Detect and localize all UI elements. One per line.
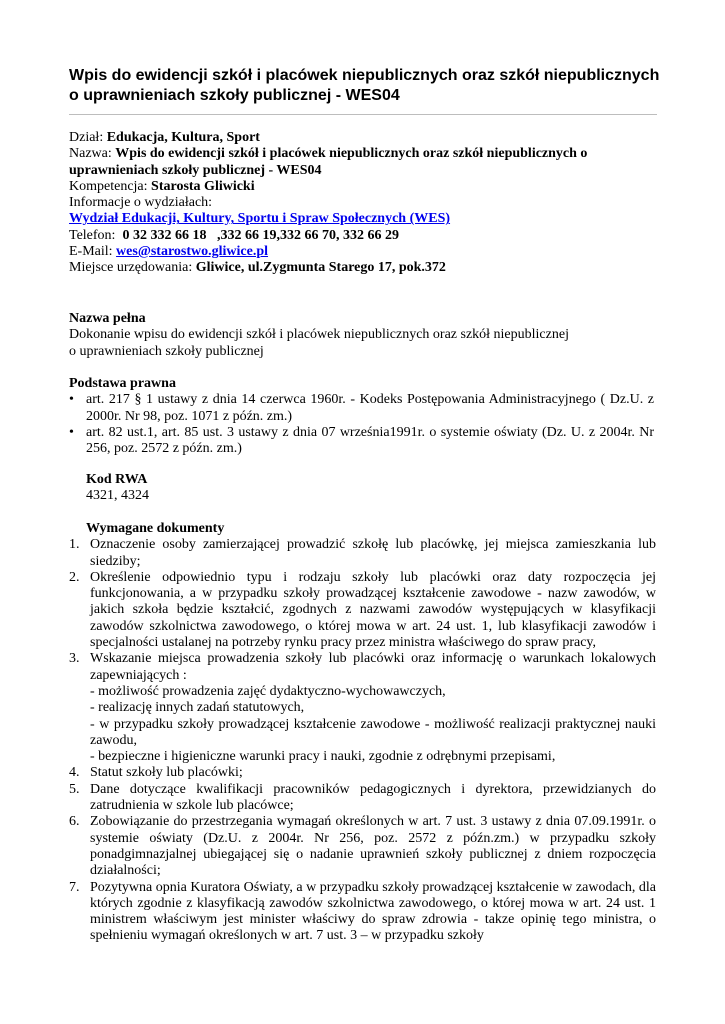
list-item-number: 6.: [69, 814, 80, 830]
miejsce-label: Miejsce urzędowania:: [69, 260, 196, 276]
list-item-number: 3.: [69, 651, 80, 667]
list-item: [69, 880, 656, 945]
list-item: [69, 537, 656, 570]
nazwa-pelna-line-2: o uprawnieniach szkoły publicznej: [69, 343, 264, 359]
list-item: • art. 217 § 1 ustawy z dnia 14 czerwca 1960r. - Kodeks Postępowania Administracyjnego ( Dz.U. z 2000r. Nr 98, poz. 1071 z późn. zm.): [69, 392, 654, 425]
nazwa-value: Wpis do ewidencji szkół i placówek niepublicznych oraz szkół niepublicznych o: [115, 146, 588, 162]
list-item-number: 1.: [69, 537, 80, 553]
podstawa-heading: Podstawa prawna: [69, 376, 176, 391]
list-item-text: Wskazanie miejsca prowadzenia szkoły lub placówki oraz informację o warunkach lokalowych zapewniających :: [90, 651, 656, 683]
list-item-number: 5.: [69, 781, 80, 797]
nazwa-row: [69, 146, 669, 162]
email-row: [69, 244, 669, 260]
list-item-number: 4.: [69, 765, 80, 781]
nazwa-pelna-section: [69, 311, 669, 360]
wymagane-list: [69, 537, 669, 944]
title-line-1: Wpis do ewidencji szkół i placówek niepublicznych oraz szkół niepublicznych: [69, 67, 660, 84]
kod-rwa-heading: Kod RWA: [86, 472, 148, 487]
dzial-row: [69, 130, 669, 146]
list-item-text: - realizację innych zadań statutowych,: [90, 700, 305, 716]
list-item: [69, 570, 656, 651]
podstawa-section: [69, 376, 669, 457]
kompetencja-label: Kompetencja:: [69, 178, 152, 194]
nazwa-row-cont: [69, 163, 669, 179]
telefon-label: Telefon:: [69, 227, 119, 243]
list-item-number: 2.: [69, 569, 80, 585]
list-item-text: Oznaczenie osoby zamierzającej prowadzić szkołę lub placówkę, jej miejsca zamieszkania lub siedziby;: [90, 537, 656, 569]
nazwa-pelna-heading: Nazwa pełna: [69, 311, 146, 326]
kod-rwa-section: [69, 472, 686, 505]
podstawa-list: [69, 392, 669, 457]
list-item-text: - w przypadku szkoły prowadzącej kształcenie zawodowe - możliwość realizacji praktycznej nauki zawodu,: [90, 716, 656, 748]
list-item-text: Statut szkoły lub placówki;: [90, 765, 243, 781]
miejsce-value: Gliwice, ul.Zygmunta Starego 17, pok.372: [195, 260, 446, 276]
title-line-2: o uprawnieniach szkoły publicznej - WES04: [69, 87, 400, 104]
kompetencja-row: [69, 179, 669, 195]
kompetencja-value: Starosta Gliwicki: [151, 178, 255, 194]
info-block: [69, 130, 669, 277]
telefon-value: 0 32 332 66 18 ,332 66 19,332 66 70, 332 66 29: [118, 227, 399, 243]
miejsce-row: [69, 260, 669, 276]
email-link[interactable]: wes@starostwo.gliwice.pl: [116, 244, 269, 260]
list-item-text: Zobowiązanie do przestrzegania wymagań określonych w art. 7 ust. 3 ustawy z dnia 07.09.1991r. o systemie oświaty (Dz.U. z 2004r. Nr 256, poz. 2572 z późn.zm.) w przypadku szkoły ponadgimnazjalnej ubiegającej się o nadanie uprawnień szkoły publicznej z dniem rozpoczęcia działalności;: [90, 814, 656, 879]
list-item-text: Pozytywna opnia Kuratora Oświaty, a w przypadku szkoły prowadzącej kształcenie w zawodach, dla których zgodnie z klasyfikacją zawodów szkolnictwa zawodowego, o której mowa w art. 24 ust. 1 ministrem właściwym jest minister właściwy do spraw zdrowia - takze opinię tego ministra, o spełnieniu wymagań określonych w art. 7 ust. 3 – w przypadku szkoły: [90, 879, 656, 944]
informacje-label: Informacje o wydziałach:: [69, 195, 213, 211]
kod-rwa-value: 4321, 4324: [86, 488, 149, 504]
dzial-value: Edukacja, Kultura, Sport: [106, 130, 260, 145]
wymagane-section: [69, 521, 669, 945]
page-title: [69, 66, 669, 106]
list-item: [69, 782, 656, 815]
nazwa-value-cont: uprawnieniach szkoły publicznej - WES04: [69, 162, 322, 178]
list-item: [69, 651, 656, 765]
list-item: [69, 765, 656, 781]
list-item-number: 7.: [69, 879, 80, 895]
wydzial-link[interactable]: Wydział Edukacji, Kultury, Sportu i Spraw Społecznych (WES): [69, 211, 451, 227]
telefon-row: [69, 228, 669, 244]
title-divider: [69, 114, 657, 115]
wydzial-row: [69, 211, 669, 227]
email-label: E-Mail:: [69, 244, 117, 260]
nazwa-label: Nazwa:: [69, 146, 116, 162]
dzial-label: Dział:: [69, 130, 107, 145]
list-item: • art. 82 ust.1, art. 85 ust. 3 ustawy z dnia 07 września1991r. o systemie oświaty (Dz. U. z 2004r. Nr 256, poz. 2572 z późn. zm.): [69, 425, 654, 458]
list-item-text: Dane dotyczące kwalifikacji pracowników pedagogicznych i dyrektora, przewidzianych do zatrudnienia w szkole lub placówce;: [90, 781, 656, 814]
list-item-text: Określenie odpowiednio typu i rodzaju szkoły lub placówki oraz daty rozpoczęcia jej funkcjonowania, a w przypadku szkoły prowadzącej kształcenie zawodowe - nazw zawodów, w jakich szkoła będzie kształcić, zgodnych z nazwami zawodów występujących w klasyfikacji zawodów szkolnictwa zawodowego, o której mowa w art. 24 ust. 1, lub klasyfikacji zawodów i specjalności ustalanej na potrzeby rynku pracy przez ministra właściwego do spraw pracy,: [90, 569, 656, 651]
list-item-text: - możliwość prowadzenia zajęć dydaktyczno-wychowawczych,: [90, 683, 446, 699]
list-item: [69, 814, 656, 879]
wymagane-heading: Wymagane dokumenty: [86, 521, 225, 536]
list-item-text: - bezpieczne i higieniczne warunki pracy i nauki, zgodnie z odrębnymi przepisami,: [90, 749, 556, 765]
nazwa-pelna-line-1: Dokonanie wpisu do ewidencji szkół i placówek niepublicznych oraz szkół niepublicznej: [69, 327, 569, 343]
